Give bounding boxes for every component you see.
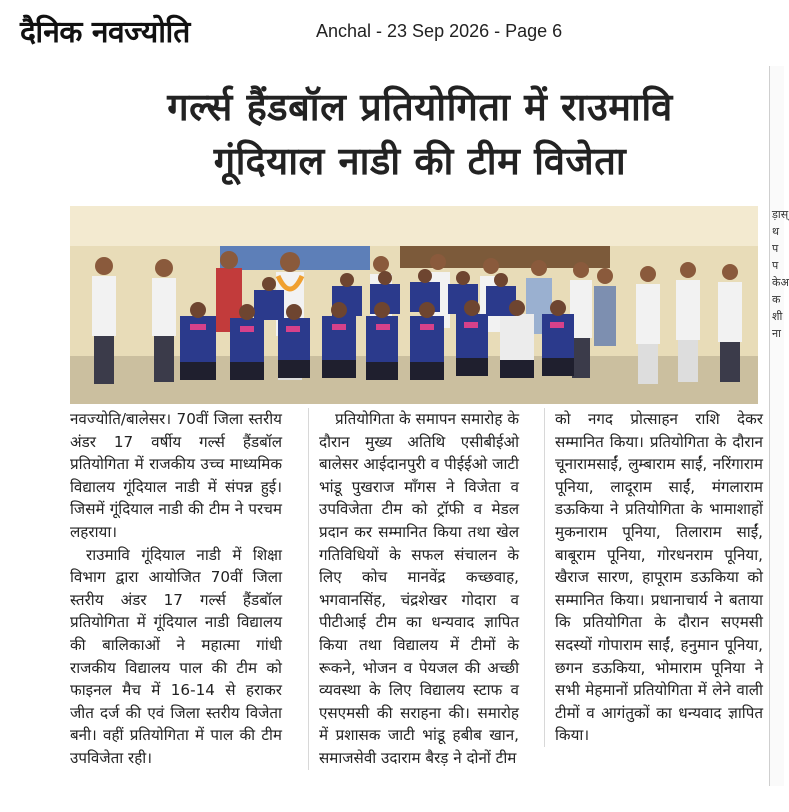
headline-line-2: गूंदियाल नाडी की टीम विजेता: [213, 139, 627, 183]
article-body: [70, 408, 762, 812]
newspaper-masthead: दैनिक नवज्योति: [20, 15, 190, 50]
adjacent-article-text: ड़ास्थपपकेअकशीना: [772, 208, 789, 340]
headline-line-1: गर्ल्स हैंडबॉल प्रतियोगिता में राउमावि: [167, 85, 673, 129]
article-headline: [70, 80, 770, 188]
paragraph: नवज्योति/बालेसर। 70वीं जिला स्तरीय अंडर 17 वर्षीय गर्ल्स हैंडबॉल प्रतियोगिता में राजकीय उच्च माध्यमिक विद्यालय गूंदियाल नाडी में संपन्न हुई। जिसमें गूंदियाल नाडी की टीम ने परचम लहराया।: [70, 410, 282, 541]
team-photo: [70, 206, 758, 404]
article-column-3: [544, 408, 763, 747]
group-photo-icon: [70, 206, 758, 404]
paragraph: को नगद प्रोत्साहन राशि देकर सम्मानित किया। प्रतियोगिता के दौरान चूनारामसाईं, लुम्बाराम साईं, नरिंगाराम पूनिया, लादूराम साईं, मंगलाराम डऊकिया ने प्रतियोगिता के भामाशाहों मुकनाराम पूनिया, तिलाराम साईं, बाबूराम पूनिया, गोरधनराम पूनिया, खैराज सारण, हापूराम डऊकिया को सम्मानित किया। प्रधानाचार्य ने बताया कि प्रतियोगिता के दौरान सएमसी सदस्यों गोपाराम साईं, हनुमान पूनिया, छगन डऊकिया, भोमाराम पूनिया ने सभी मेहमानों प्रतियोगिता में लेने वाली टीमों व आगंतुकों का धन्यवाद ज्ञापित किया।: [555, 410, 763, 745]
article-column-2: [308, 408, 519, 770]
paragraph: प्रतियोगिता के समापन समारोह के दौरान मुख्य अतिथि एसीबीईओ बालेसर आईदानपुरी व पीईईओ जाटी भांडू पुखराज मॉंगस ने विजेता व उपविजेता टीम को ट्रॉफी व मेडल प्रदान कर सम्मानित किया तथा खेल गतिविधियों के सफल संचालन के लिए कोच मानवेंद्र कच्छवाह, भगवानसिंह, चंद्रशेखर गोदारा व पीटीआई टीम का धन्यवाद ज्ञापित किया तथा विद्यालय में टीमों के रूकने, भोजन व पेयजल की अच्छी व्यवस्था के लिए विद्यालय स्टाफ व एसएमसी की सराहना की। समारोह में प्रशासक जाटी भांडू हबीब खान, समाजसेवी उदाराम बैरड़ ने दोनों टीम: [319, 410, 519, 767]
paragraph: राउमावि गूंदियाल नाडी में शिक्षा विभाग द्वारा आयोजित 70वीं जिला स्तरीय अंडर 17 गर्ल्स हैंडबॉल प्रतियोगिता में गूंदियाल नाडी विद्यालय की बालिकाओं ने महात्मा गांधी राजकीय विद्यालय पाल की टीम को फाइनल मैच में 16-14 से हराकर जीत दर्ज की एवं जिला स्तरीय विजेता बनी। वहीं प्रतियोगिता में पाल की टीम उपविजेता रही।: [70, 545, 282, 767]
adjacent-article-edge: [769, 66, 789, 786]
article-column-1: [70, 408, 282, 770]
edition-line: Anchal - 23 Sep 2026 - Page 6: [316, 21, 563, 41]
page-header: [0, 0, 784, 68]
